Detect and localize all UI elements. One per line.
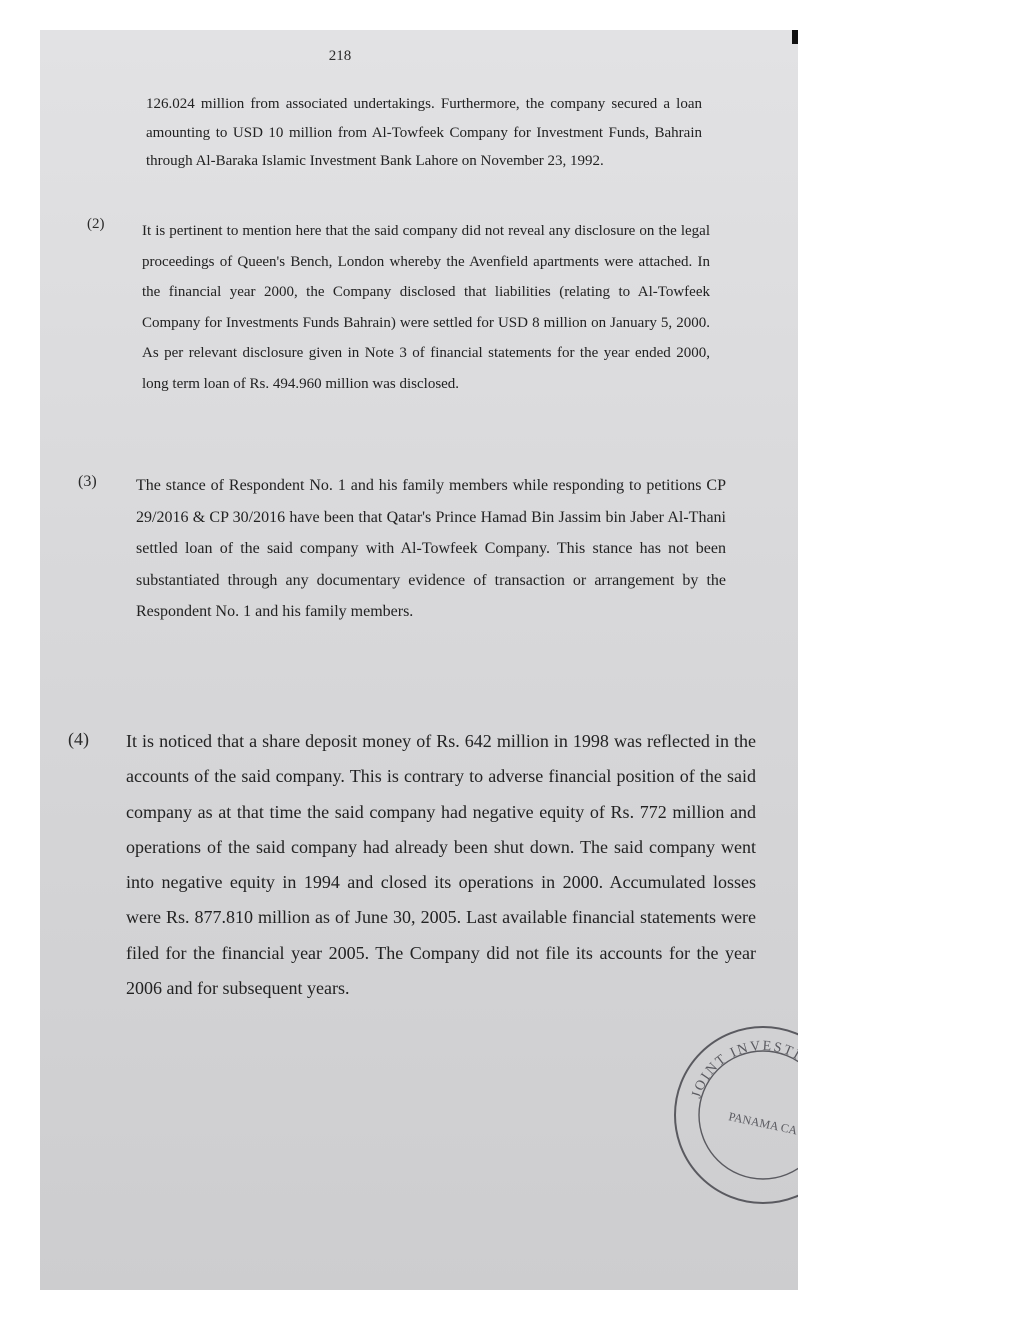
paragraph-2-text: It is pertinent to mention here that the said company did not reveal any disclosure on the legal proceedings of Queen's Bench, London whereby the Avenfield apartments were attached. In the financial year 2000, the Company disclosed that liabilities (relating to Al-Towfeek Company for Investments Funds Bahrain) were settled for USD 8 million on January 5, 2000. As per relevant disclosure given in Note 3 of financial statements for the year ended 2000, long term loan of Rs. 494.960 million was disclosed.: [142, 223, 710, 392]
paragraph-1-continuation: 126.024 million from associated undertakings. Furthermore, the company secured a loan amounting to USD 10 million from Al-Towfeek Company for Investment Funds, Bahrain through Al-Baraka Islamic Investment Bank Lahore on November 23, 1992.: [146, 96, 702, 169]
paragraph-3-number: (3): [78, 473, 97, 490]
document-page: [40, 30, 815, 1290]
paragraph-4-text: It is noticed that a share deposit money of Rs. 642 million in 1998 was reflected in the accounts of the said company. This is contrary to adverse financial position of the said company as at that time the said company had negative equity of Rs. 772 million and operations of the said company had already been shut down. The said company went into negative equity in 1994 and closed its operations in 2000. Accumulated losses were Rs. 877.810 million as of June 30, 2005. Last available financial statements were filed for the financial year 2005. The Company did not file its accounts for the year 2006 and for subsequent years.: [126, 731, 756, 999]
paragraph-3-text: The stance of Respondent No. 1 and his family members while responding to petitions CP 29/2016 & CP 30/2016 have been that Qatar's Prince Hamad Bin Jassim bin Jaber Al-Thani settled loan of the said company with Al-Towfeek Company. This stance has not been substantiated through any documentary evidence of transaction or arrangement by the Respondent No. 1 and his family members.: [136, 477, 726, 620]
stamp-middle-text: PANAMA CA: [727, 1109, 799, 1138]
page-number: 218: [328, 48, 352, 64]
stamp-top-text: JOINT INVESTIG: [689, 1038, 815, 1101]
official-seal-stamp: [668, 1020, 815, 1210]
page-edge-mark: [792, 30, 798, 44]
paragraph-4-number: (4): [68, 729, 89, 749]
paragraph-2-number: (2): [87, 216, 105, 232]
